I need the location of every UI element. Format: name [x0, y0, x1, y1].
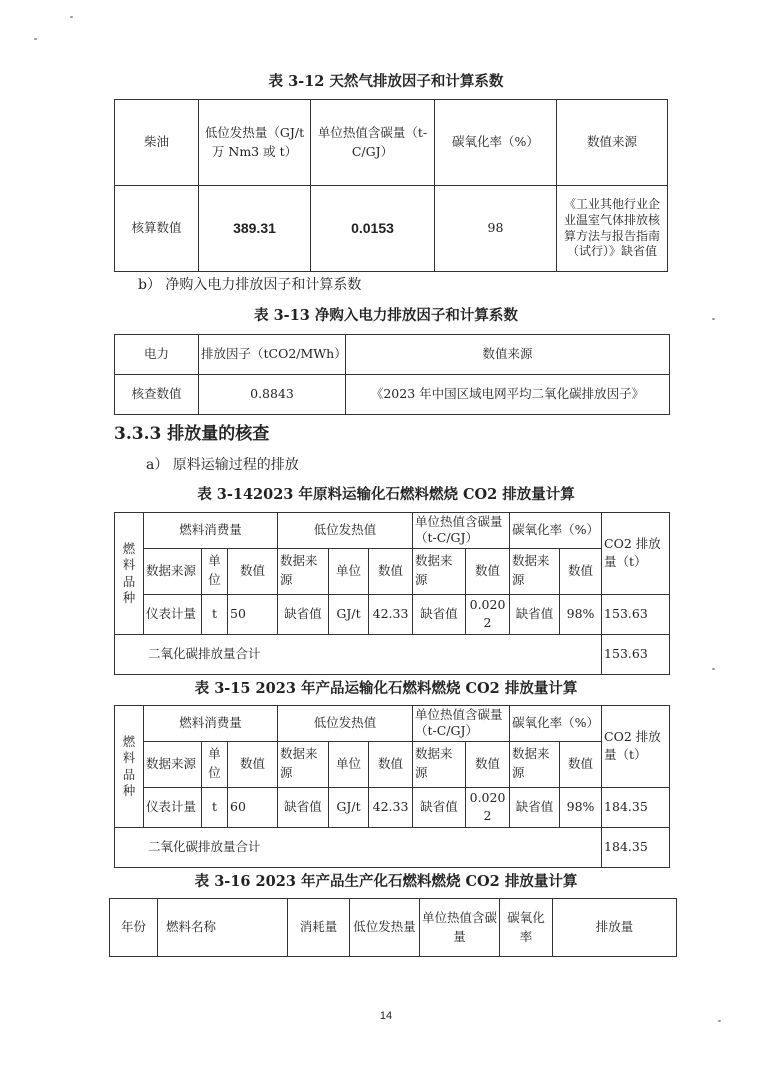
header-cell: 低位发热值 — [278, 706, 413, 742]
value-cell: 仪表计量 — [144, 594, 202, 635]
header-cell: 电力 — [115, 335, 199, 375]
header-cell: 单位热值含碳量（t-C/GJ） — [413, 706, 510, 742]
row-label: 核查数值 — [115, 375, 199, 415]
header-cell: 单位热值含碳量 — [420, 899, 500, 957]
header-cell: 燃料消费量 — [144, 706, 278, 742]
table-3-16-caption: 表 3-16 2023 年产品生产化石燃料燃烧 CO2 排放量计算 — [194, 873, 578, 890]
sub-header-cell: 数值 — [466, 548, 510, 594]
value-cell: 60 — [228, 787, 278, 828]
sub-header-cell: 数值 — [466, 741, 510, 787]
table-3-16 — [109, 898, 677, 957]
scan-speck — [34, 38, 37, 40]
total-label: 二氧化碳排放量合计 — [115, 828, 602, 868]
header-cell: CO2 排放量（t） — [602, 706, 670, 788]
header-cell: 数值来源 — [557, 100, 668, 186]
value-cell: 0.0202 — [466, 594, 510, 635]
header-cell: 排放量 — [553, 899, 677, 957]
value-cell: 0.0153 — [311, 186, 435, 272]
header-cell: 年份 — [110, 899, 158, 957]
section-heading: 3.3.3 排放量的核查 — [114, 424, 270, 444]
sub-header-cell: 单位 — [202, 548, 228, 594]
sub-header-cell: 数值 — [228, 548, 278, 594]
table-3-13-caption: 表 3-13 净购入电力排放因子和计算系数 — [254, 307, 518, 324]
header-cell: 燃料消费量 — [144, 513, 278, 549]
source-cell: 《工业其他行业企业温室气体排放核算方法与报告指南（试行）》缺省值 — [557, 186, 668, 272]
sub-header-cell: 数值 — [228, 741, 278, 787]
table-3-15 — [114, 705, 670, 868]
source-cell: 《2023 年中国区域电网平均二氧化碳排放因子》 — [346, 375, 670, 415]
sub-header-cell: 数据来源 — [510, 741, 560, 787]
value-cell: 缺省值 — [278, 594, 329, 635]
header-cell: 碳氧化率（%） — [510, 706, 602, 742]
header-cell: CO2 排放量（t） — [602, 513, 670, 595]
sub-header-cell: 单位 — [329, 741, 369, 787]
header-cell: 碳氧化率（%） — [435, 100, 557, 186]
header-cell: 碳氧化率 — [500, 899, 553, 957]
sub-header-cell: 单位 — [329, 548, 369, 594]
sub-header-cell: 数值 — [369, 741, 413, 787]
header-cell: 消耗量 — [288, 899, 350, 957]
value-cell: 42.33 — [369, 594, 413, 635]
header-cell: 低位发热量（GJ/t 万 Nm3 或 t） — [199, 100, 311, 186]
header-cell: 单位热值含碳量（t-C/GJ） — [413, 513, 510, 549]
table-3-12-caption: 表 3-12 天然气排放因子和计算系数 — [268, 73, 504, 90]
value-cell: 153.63 — [602, 594, 670, 635]
header-cell: 数值来源 — [346, 335, 670, 375]
value-cell: 缺省值 — [278, 787, 329, 828]
value-cell: 仪表计量 — [144, 787, 202, 828]
value-cell: 50 — [228, 594, 278, 635]
value-cell: 98% — [560, 787, 602, 828]
value-cell: 98 — [435, 186, 557, 272]
value-cell: 0.8843 — [199, 375, 346, 415]
sub-header-cell: 数值 — [560, 741, 602, 787]
header-cell: 燃料品种 — [115, 513, 144, 635]
table-3-14 — [114, 512, 670, 675]
sub-header-cell: 数据来源 — [278, 548, 329, 594]
value-cell: 98% — [560, 594, 602, 635]
value-cell: t — [202, 787, 228, 828]
row-label: 核算数值 — [115, 186, 199, 272]
value-cell: 184.35 — [602, 787, 670, 828]
value-cell: 缺省值 — [510, 594, 560, 635]
item-b-text: b） 净购入电力排放因子和计算系数 — [138, 277, 362, 293]
header-cell: 燃料名称 — [158, 899, 288, 957]
scan-speck — [712, 668, 715, 670]
sub-header-cell: 数据来源 — [413, 741, 466, 787]
sub-header-cell: 数据来源 — [144, 741, 202, 787]
header-cell: 碳氧化率（%） — [510, 513, 602, 549]
sub-header-cell: 数据来源 — [413, 548, 466, 594]
header-cell: 低位发热量 — [350, 899, 420, 957]
value-cell: 0.0202 — [466, 787, 510, 828]
value-cell: 389.31 — [199, 186, 311, 272]
sub-header-cell: 数据来源 — [144, 548, 202, 594]
value-cell: 缺省值 — [510, 787, 560, 828]
page-number: 14 — [379, 1010, 393, 1022]
value-cell: 缺省值 — [413, 594, 466, 635]
table-3-15-caption: 表 3-15 2023 年产品运输化石燃料燃烧 CO2 排放量计算 — [194, 680, 578, 697]
table-3-14-caption: 表 3-142023 年原料运输化石燃料燃烧 CO2 排放量计算 — [197, 486, 575, 503]
header-cell: 排放因子（tCO2/MWh） — [199, 335, 346, 375]
header-cell: 燃料品种 — [115, 706, 144, 828]
header-cell: 柴油 — [115, 100, 199, 186]
total-label: 二氧化碳排放量合计 — [115, 635, 602, 675]
item-a-text: a） 原料运输过程的排放 — [146, 457, 299, 473]
value-cell: 42.33 — [369, 787, 413, 828]
header-cell: 低位发热值 — [278, 513, 413, 549]
sub-header-cell: 数值 — [369, 548, 413, 594]
header-cell: 单位热值含碳量（t-C/GJ） — [311, 100, 435, 186]
sub-header-cell: 数据来源 — [278, 741, 329, 787]
sub-header-cell: 单位 — [202, 741, 228, 787]
value-cell: 缺省值 — [413, 787, 466, 828]
value-cell: t — [202, 594, 228, 635]
total-value: 184.35 — [602, 828, 670, 868]
sub-header-cell: 数据来源 — [510, 548, 560, 594]
value-cell: GJ/t — [329, 787, 369, 828]
scan-speck — [70, 16, 73, 18]
table-3-13 — [114, 334, 670, 415]
total-value: 153.63 — [602, 635, 670, 675]
table-3-12 — [114, 99, 668, 272]
value-cell: GJ/t — [329, 594, 369, 635]
sub-header-cell: 数值 — [560, 548, 602, 594]
